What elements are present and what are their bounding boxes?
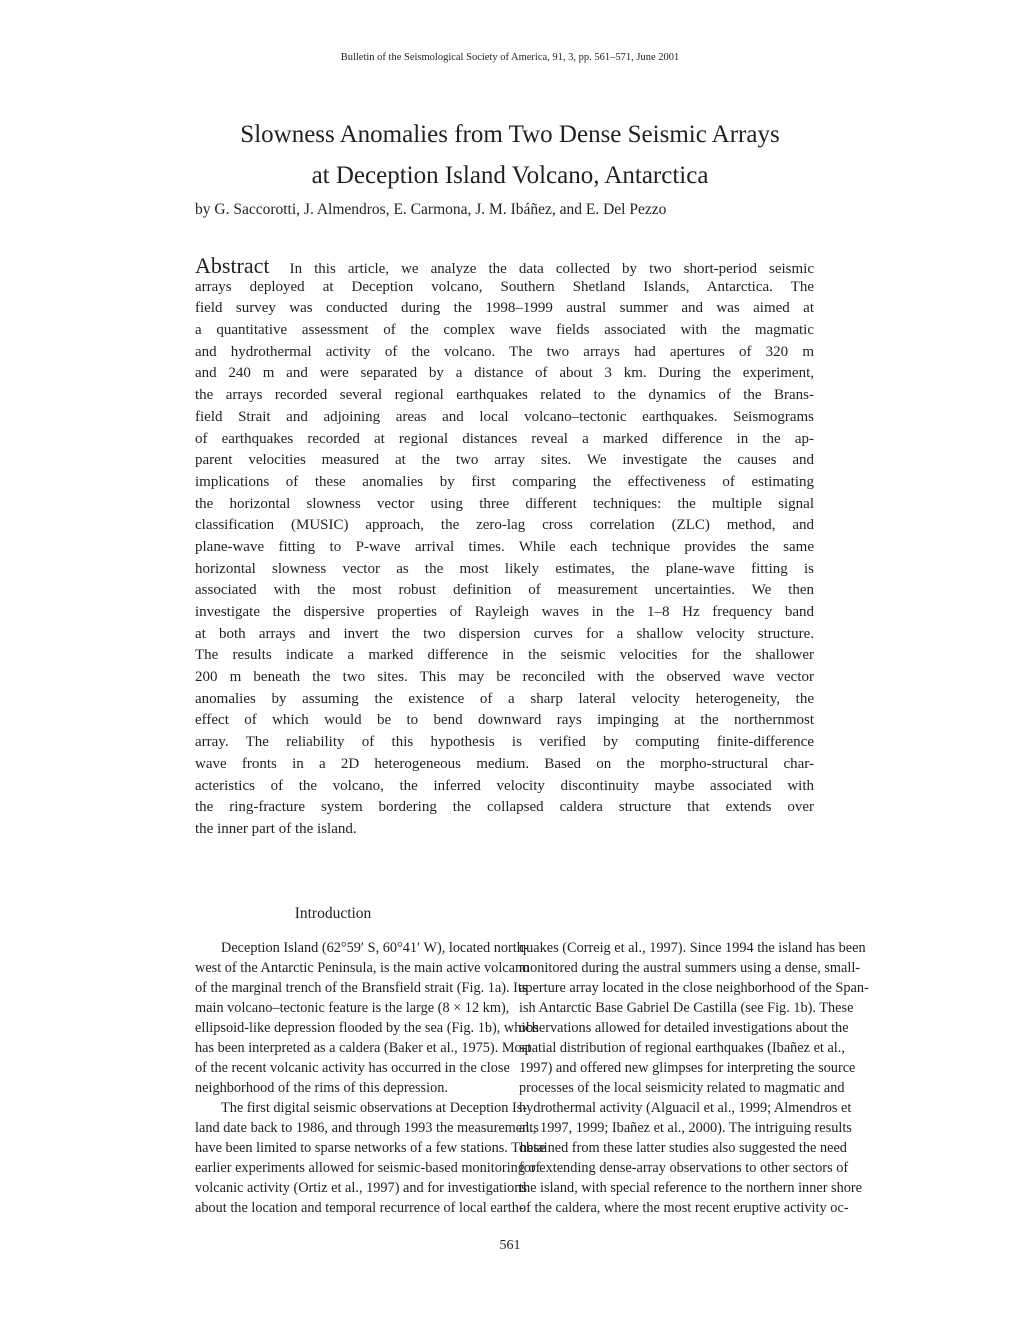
- text-line: aperture array located in the close neighborhood of the Span-: [519, 980, 869, 996]
- text-line: monitored during the austral summers using a dense, small-: [519, 960, 861, 976]
- abstract-line: parent velocities measured at the two array sites. We investigate the causes and: [195, 452, 814, 469]
- text-line: of the recent volcanic activity has occurred in the close: [195, 1060, 510, 1076]
- text-line: quakes (Correig et al., 1997). Since 1994 the island has been: [519, 940, 866, 956]
- abstract-line: arrays deployed at Deception volcano, Southern Shetland Islands, Antarctica. The: [195, 278, 814, 295]
- abstract-line: 200 m beneath the two sites. This may be reconciled with the observed wave vector: [195, 669, 814, 686]
- text-line: about the location and temporal recurrence of local earth-: [195, 1200, 524, 1216]
- text-line: processes of the local seismicity related to magmatic and: [519, 1080, 845, 1096]
- abstract-line: and 240 m and were separated by a distance of about 3 km. During the experiment,: [195, 365, 814, 382]
- abstract-line: field survey was conducted during the 1998–1999 austral summer and was aimed at: [195, 300, 814, 317]
- text-line: west of the Antarctic Peninsula, is the main active volcano: [195, 960, 530, 976]
- text-line: has been interpreted as a caldera (Baker et al., 1975). Most: [195, 1040, 532, 1056]
- abstract-line: the arrays recorded several regional earthquakes related to the dynamics of the Brans-: [195, 387, 814, 404]
- title-line-2: at Deception Island Volcano, Antarctica: [311, 162, 709, 189]
- title-line-1: Slowness Anomalies from Two Dense Seismic Arrays: [240, 121, 780, 148]
- abstract-line: implications of these anomalies by first comparing the effectiveness of estimating: [195, 473, 814, 490]
- text-line: Deception Island (62°59′ S, 60°41′ W), located north-: [221, 940, 529, 956]
- journal-citation: Bulletin of the Seismological Society of America, 91, 3, pp. 561–571, June 2001: [340, 52, 680, 63]
- abstract-heading: Abstract: [195, 253, 270, 278]
- abstract-block: [195, 255, 814, 841]
- abstract-line: wave fronts in a 2D heterogeneous medium. Based on the morpho-structural char-: [195, 755, 814, 772]
- abstract-text: In this article, we analyze the data collected by two short-period seismic: [289, 261, 814, 277]
- text-line: al., 1997, 1999; Ibañez et al., 2000). The intriguing results: [519, 1120, 852, 1136]
- text-line: hydrothermal activity (Alguacil et al., 1999; Almendros et: [519, 1100, 852, 1116]
- text-line: 1997) and offered new glimpses for interpreting the source: [519, 1060, 856, 1076]
- abstract-line: a quantitative assessment of the complex wave fields associated with the magmatic: [195, 322, 814, 339]
- abstract-line: the ring-fracture system bordering the collapsed caldera structure that extends over: [195, 799, 814, 816]
- abstract-line: horizontal slowness vector as the most likely estimates, the plane-wave fitting is: [195, 560, 814, 577]
- text-line: neighborhood of the rims of this depression.: [195, 1080, 448, 1096]
- text-line: for extending dense-array observations to other sectors of: [519, 1160, 849, 1176]
- intro-left-column: [195, 938, 546, 1218]
- page-number: 561: [499, 1238, 521, 1253]
- section-heading-introduction: Introduction: [294, 905, 372, 922]
- text-line: The first digital seismic observations at Deception Is-: [221, 1100, 528, 1116]
- text-line: obtained from these latter studies also suggested the need: [519, 1140, 847, 1156]
- text-line: main volcano–tectonic feature is the large (8 × 12 km),: [195, 1000, 510, 1016]
- abstract-line: of earthquakes recorded at regional distances reveal a marked difference in the ap-: [195, 430, 814, 447]
- abstract-line: associated with the most robust definition of measurement uncertainties. We then: [195, 582, 814, 599]
- intro-right-column: [519, 938, 869, 1218]
- abstract-line: array. The reliability of this hypothesis is verified by computing finite-difference: [195, 734, 814, 751]
- text-line: land date back to 1986, and through 1993 the measurements: [195, 1120, 539, 1136]
- text-line: have been limited to sparse networks of a few stations. These: [195, 1140, 546, 1156]
- text-line: of the marginal trench of the Bransfield strait (Fig. 1a). Its: [195, 980, 528, 996]
- text-line: ellipsoid-like depression flooded by the sea (Fig. 1b), which: [195, 1020, 539, 1036]
- article-title: [0, 114, 1020, 196]
- abstract-line: The results indicate a marked difference in the seismic velocities for the shallower: [195, 647, 814, 664]
- text-line: spatial distribution of regional earthquakes (Ibañez et al.,: [519, 1040, 845, 1056]
- abstract-line: classification (MUSIC) approach, the zero-lag cross correlation (ZLC) method, and: [195, 517, 814, 534]
- abstract-line: at both arrays and invert the two dispersion curves for a shallow velocity structure.: [195, 625, 814, 642]
- abstract-line: effect of which would be to bend downward rays impinging at the northernmost: [195, 712, 814, 729]
- text-line: volcanic activity (Ortiz et al., 1997) and for investigations: [195, 1180, 527, 1196]
- abstract-line: [195, 255, 814, 277]
- text-line: the island, with special reference to the northern inner shore: [519, 1180, 862, 1196]
- abstract-line: field Strait and adjoining areas and local volcano–tectonic earthquakes. Seismograms: [195, 408, 814, 425]
- abstract-line: the horizontal slowness vector using three different techniques: the multiple signal: [195, 495, 814, 512]
- abstract-line: investigate the dispersive properties of Rayleigh waves in the 1–8 Hz frequency band: [195, 604, 814, 620]
- text-line: ish Antarctic Base Gabriel De Castilla (see Fig. 1b). These: [519, 1000, 854, 1016]
- abstract-line: the inner part of the island.: [195, 820, 357, 837]
- abstract-line: plane-wave fitting to P-wave arrival times. While each technique provides the same: [195, 538, 814, 555]
- abstract-line: and hydrothermal activity of the volcano. The two arrays had apertures of 320 m: [195, 343, 814, 360]
- author-list: by G. Saccorotti, J. Almendros, E. Carmona, J. M. Ibáñez, and E. Del Pezzo: [195, 201, 667, 218]
- abstract-line: acteristics of the volcano, the inferred velocity discontinuity maybe associated with: [195, 777, 814, 794]
- text-line: of the caldera, where the most recent eruptive activity oc-: [519, 1200, 849, 1216]
- text-line: earlier experiments allowed for seismic-based monitoring of: [195, 1160, 541, 1176]
- text-line: observations allowed for detailed investigations about the: [519, 1020, 849, 1036]
- abstract-line: anomalies by assuming the existence of a sharp lateral velocity heterogeneity, the: [195, 690, 814, 707]
